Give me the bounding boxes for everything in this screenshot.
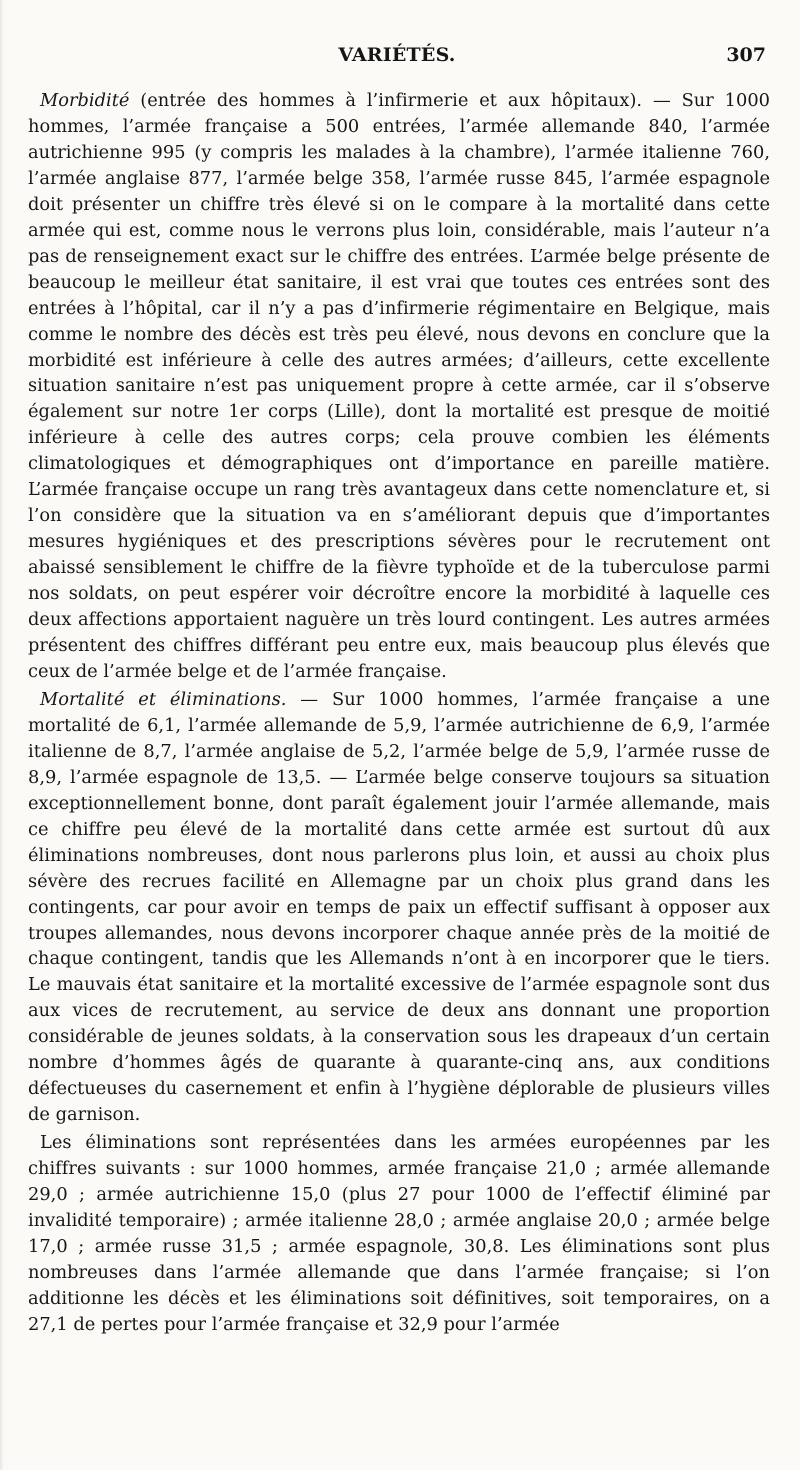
run-in-heading: Mortalité et éliminations. bbox=[40, 688, 287, 710]
paragraph-text: Les éliminations sont représentées dans les armées européennes par les chiffres suivants : sur 1000 hommes, armée française 21,0 ; armée allemande 29,0 ; armée autrichienne 15,0 (plus 27 pour 1000 de l’effectif éliminé par invalidité temporaire) ; armée italienne 28,0 ; armée anglaise 20,0 ; armée belge 17,0 ; armée russe 31,5 ; armée espagnole, 30,8. Les éliminations sont plus nombreuses dans l’armée allemande que dans l’armée française; si l’on additionne les décès et les éliminations soit définitives, soit temporaires, on a 27,1 de pertes pour l’armée française et 32,9 pour l’armée bbox=[28, 1132, 770, 1335]
body-text bbox=[28, 88, 770, 1340]
paragraph-morbidite bbox=[28, 88, 770, 685]
paragraph-text: — Sur 1000 hommes, l’armée française a une mortalité de 6,1, l’armée allemande de 5,9, l’armée autrichienne de 6,9, l’armée italienne de 8,7, l’armée anglaise de 5,2, l’armée belge de 5,9, l’armée russe de 8,9, l’armée espagnole de 13,5. — L’armée belge conserve toujours sa situation exceptionnellement bonne, dont paraît également jouir l’armée allemande, mais ce chiffre peu élevé de la mortalité dans cette armée est surtout dû aux éliminations nombreuses, dont nous parlerons plus loin, et aussi au choix plus sévère des recrues facilité en Allemagne par un choix plus grand dans les contingents, car pour avoir en temps de paix un effectif suffisant à opposer aux troupes allemandes, nous devons incorporer chaque année près de la moitié de chaque contingent, tandis que les Allemands n’ont à en incorporer que le tiers. Le mauvais état sanitaire et la mortalité excessive de l’armée espagnole sont dus aux vices de recrutement, au service de deux ans donnant une proportion considérable de jeunes soldats, à la conservation sous les drapeaux d’un certain nombre d’hommes âgés de quarante à quarante-cinq ans, aux conditions défectueuses du casernement et enfin à l’hygiène déplorable de plusieurs villes de garnison. bbox=[28, 688, 770, 1126]
paragraph-eliminations bbox=[28, 1130, 770, 1338]
run-in-heading: Morbidité bbox=[40, 90, 130, 111]
page-header bbox=[28, 44, 766, 78]
paragraph-text: (entrée des hommes à l’infirmerie et aux hôpitaux). — Sur 1000 hommes, l’armée française a 500 entrées, l’armée allemande 840, l’armée autrichienne 995 (y compris les malades à la chambre), l’armée italienne 760, l’armée anglaise 877, l’armée belge 358, l’armée russe 845, l’armée espagnole doit présenter un chiffre très élevé si on le compare à la mortalité dans cette armée qui est, comme nous le verrons plus loin, considérable, mais l’auteur n’a pas de renseignement exact sur le chiffre des entrées. L’armée belge présente de beaucoup le meilleur état sanitaire, il est vrai que toutes ces entrées sont des entrées à l’hôpital, car il n’y a pas d’infirmerie régimentaire en Belgique, mais comme le nombre des décès est très peu élevé, nous devons en conclure que la morbidité est inférieure à celle des autres armées; d’ailleurs, cette excellente situation sanitaire n’est pas uniquement propre à cette armée, car il s’observe également sur notre 1er corps (Lille), dont la mortalité est presque de moitié inférieure à celle des autres corps; cela prouve combien les éléments climatologiques et démographiques ont d’importance en pareille matière. L’armée française occupe un rang très avantageux dans cette nomenclature et, si l’on considère que la situation va en s’améliorant depuis que d’importantes mesures hygiéniques et des prescriptions sévères pour le recrutement ont abaissé sensiblement le chiffre de la fièvre typhoïde et de la tuberculose parmi nos soldats, on peut espérer voir décroître encore la morbidité à laquelle ces deux affections apportaient naguère un très lourd contingent. Les autres armées présentent des chiffres différant peu entre eux, mais beaucoup plus élevés que ceux de l’armée belge et de l’armée française. bbox=[28, 90, 770, 682]
page-number: 307 bbox=[726, 44, 766, 66]
page-edge-shadow bbox=[0, 0, 4, 1470]
running-title: VARIÉTÉS. bbox=[338, 44, 456, 66]
paragraph-mortalite bbox=[28, 687, 770, 1128]
